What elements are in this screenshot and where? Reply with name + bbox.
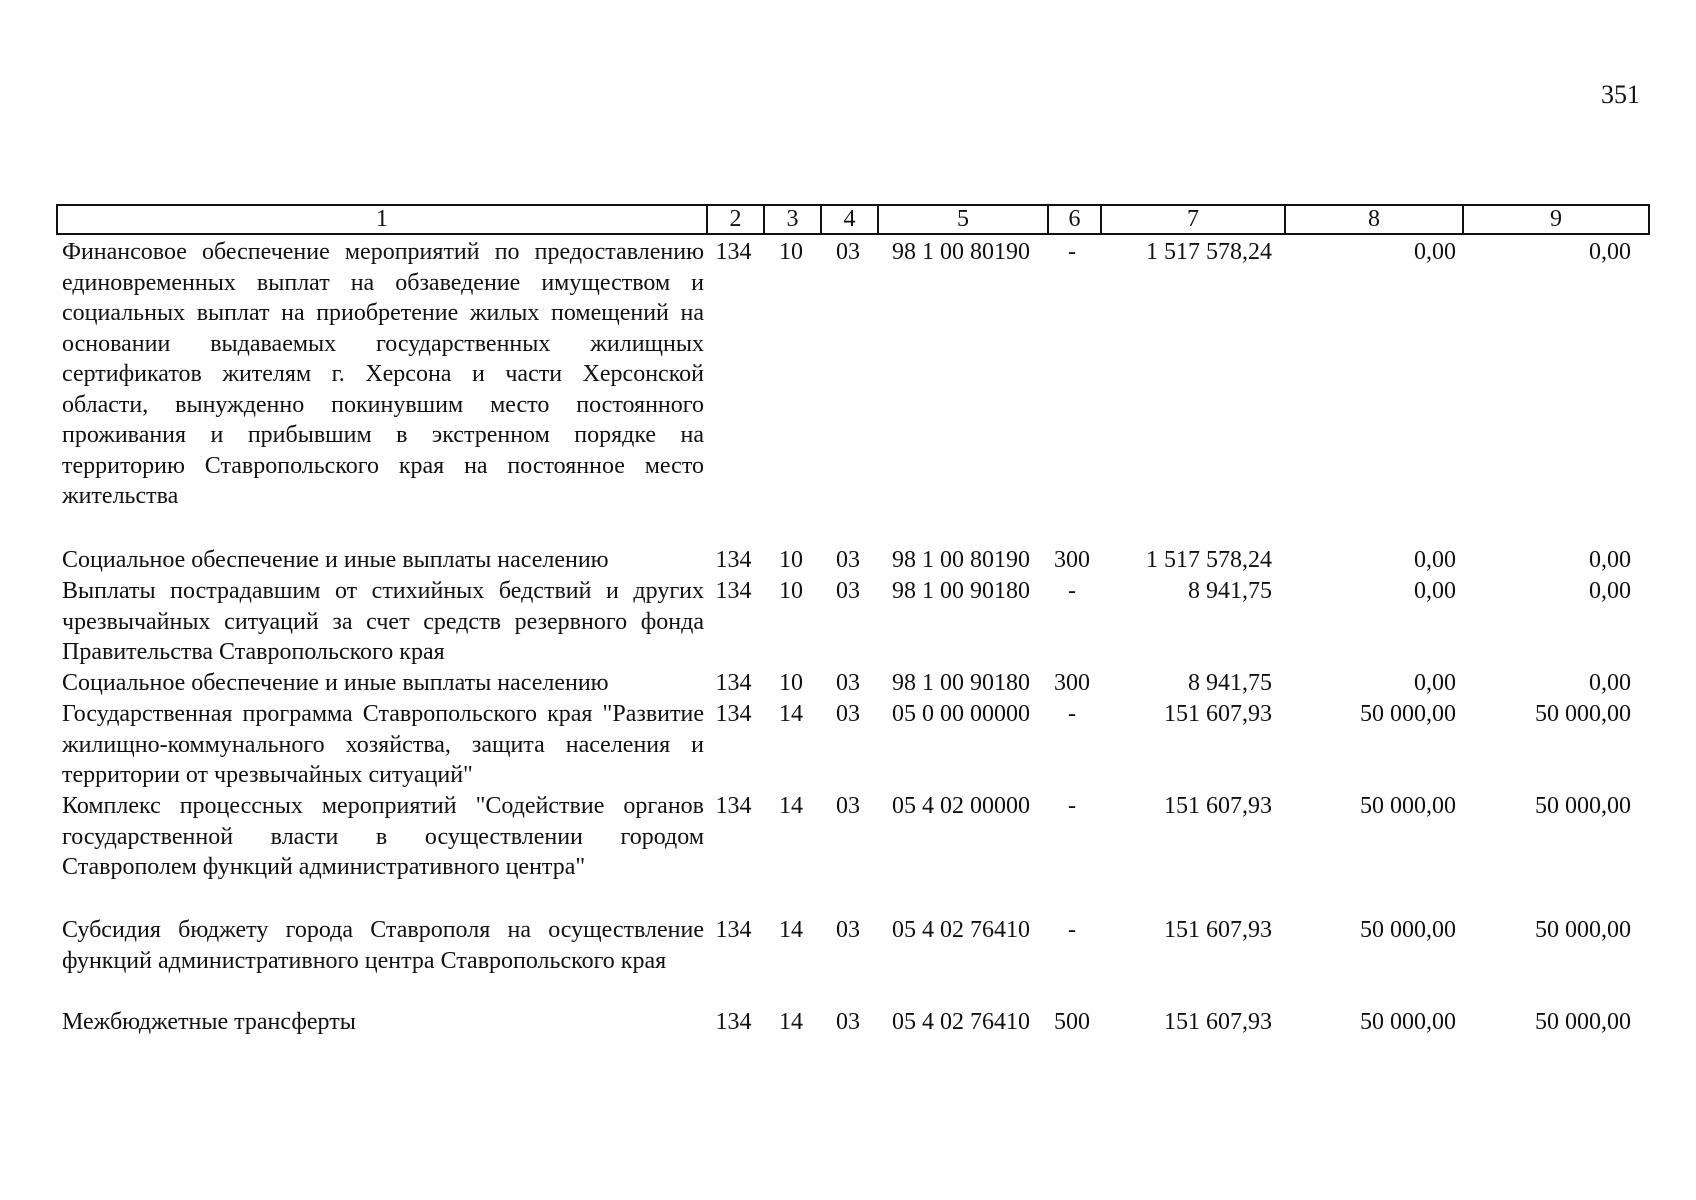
header-col-1: 1 xyxy=(376,206,388,232)
row-name: Комплекс процессных мероприятий "Содействие органов государственной власти в осуществлении городом Ставрополем функций административного центра" xyxy=(62,793,704,880)
row-name: Выплаты пострадавшим от стихийных бедствий и других чрезвычайных ситуаций за счет средств резервного фонда Правительства Ставропольского края xyxy=(62,578,704,665)
row-col-4: 03 xyxy=(836,239,860,265)
row-col-4: 03 xyxy=(836,793,860,819)
row-col-6: 500 xyxy=(1054,1009,1090,1035)
row-col-6: 300 xyxy=(1054,670,1090,696)
row-col-6: 300 xyxy=(1054,547,1090,573)
row-col-6: - xyxy=(1068,701,1076,727)
row-col-5: 05 4 02 76410 xyxy=(892,917,1030,943)
row-name-cell xyxy=(62,576,704,668)
row-col-6: - xyxy=(1068,793,1076,819)
row-col-8: 50 000,00 xyxy=(1360,1009,1456,1035)
row-col-2: 134 xyxy=(715,793,752,819)
row-col-9: 50 000,00 xyxy=(1535,917,1631,943)
row-col-5: 98 1 00 80190 xyxy=(892,547,1030,573)
row-col-6: - xyxy=(1068,239,1076,265)
row-name-cell xyxy=(62,791,704,883)
row-col-8: 0,00 xyxy=(1414,547,1456,573)
row-col-4: 03 xyxy=(836,1009,860,1035)
row-col-5: 98 1 00 80190 xyxy=(892,239,1030,265)
row-col-7: 8 941,75 xyxy=(1188,670,1272,696)
page-number: 351 xyxy=(1601,80,1640,109)
row-col-9: 50 000,00 xyxy=(1535,1009,1631,1035)
header-col-6: 6 xyxy=(1047,206,1100,233)
row-col-4: 03 xyxy=(836,701,860,727)
row-col-8: 0,00 xyxy=(1414,578,1456,604)
row-col-7: 1 517 578,24 xyxy=(1146,239,1272,265)
row-col-9: 50 000,00 xyxy=(1535,701,1631,727)
row-col-3: 10 xyxy=(779,670,803,696)
header-col-2: 2 xyxy=(706,206,763,233)
row-col-9: 0,00 xyxy=(1589,670,1631,696)
row-name-cell xyxy=(62,545,704,576)
row-col-2: 134 xyxy=(715,1009,752,1035)
row-col-9: 50 000,00 xyxy=(1535,793,1631,819)
row-col-6: - xyxy=(1068,578,1076,604)
row-name: Государственная программа Ставропольского края "Развитие жилищно-коммунального хозяйства, защита населения и территории от чрезвычайных ситуаций" xyxy=(62,701,704,788)
row-name: Финансовое обеспечение мероприятий по предоставлению единовременных выплат на обзаведение имуществом и социальных выплат на приобретение жилых помещений на основании выдаваемых государственных жилищных сертификатов жителям г. Херсона и части Херсонской области, вынужденно покинувшим место постоянного проживания и прибывшим в экстренном порядке на территорию Ставропольского края на постоянное место жительства xyxy=(62,239,704,509)
row-name-cell xyxy=(62,915,704,976)
row-col-9: 0,00 xyxy=(1589,547,1631,573)
row-col-4: 03 xyxy=(836,917,860,943)
row-col-8: 0,00 xyxy=(1414,670,1456,696)
row-name: Социальное обеспечение и иные выплаты населению xyxy=(62,670,609,696)
row-col-7: 151 607,93 xyxy=(1164,917,1272,943)
row-col-5: 05 4 02 76410 xyxy=(892,1009,1030,1035)
row-col-7: 8 941,75 xyxy=(1188,578,1272,604)
row-col-8: 50 000,00 xyxy=(1360,701,1456,727)
row-name-cell xyxy=(62,237,704,512)
row-col-2: 134 xyxy=(715,917,752,943)
row-name-cell xyxy=(62,668,704,699)
row-col-3: 14 xyxy=(779,793,803,819)
row-col-2: 134 xyxy=(715,670,752,696)
row-col-7: 151 607,93 xyxy=(1164,793,1272,819)
header-col-5: 5 xyxy=(877,206,1047,233)
row-col-3: 14 xyxy=(779,917,803,943)
row-name-cell xyxy=(62,699,704,791)
row-col-2: 134 xyxy=(715,547,752,573)
header-col-9: 9 xyxy=(1462,206,1648,233)
row-col-9: 0,00 xyxy=(1589,578,1631,604)
row-col-7: 1 517 578,24 xyxy=(1146,547,1272,573)
row-col-8: 0,00 xyxy=(1414,239,1456,265)
row-col-8: 50 000,00 xyxy=(1360,917,1456,943)
row-col-5: 05 4 02 00000 xyxy=(892,793,1030,819)
header-col-7: 7 xyxy=(1100,206,1284,233)
table-header xyxy=(56,204,1650,235)
row-col-4: 03 xyxy=(836,547,860,573)
row-col-9: 0,00 xyxy=(1589,239,1631,265)
row-col-3: 14 xyxy=(779,1009,803,1035)
row-col-2: 134 xyxy=(715,701,752,727)
row-col-7: 151 607,93 xyxy=(1164,701,1272,727)
row-col-3: 14 xyxy=(779,701,803,727)
row-col-4: 03 xyxy=(836,670,860,696)
row-col-5: 98 1 00 90180 xyxy=(892,578,1030,604)
row-name: Межбюджетные трансферты xyxy=(62,1009,356,1035)
row-col-4: 03 xyxy=(836,578,860,604)
row-name: Социальное обеспечение и иные выплаты населению xyxy=(62,547,609,573)
header-col-4: 4 xyxy=(820,206,877,233)
row-col-5: 05 0 00 00000 xyxy=(892,701,1030,727)
row-col-3: 10 xyxy=(779,578,803,604)
row-col-8: 50 000,00 xyxy=(1360,793,1456,819)
header-col-3: 3 xyxy=(763,206,820,233)
row-col-5: 98 1 00 90180 xyxy=(892,670,1030,696)
row-col-3: 10 xyxy=(779,547,803,573)
row-col-3: 10 xyxy=(779,239,803,265)
header-col-8: 8 xyxy=(1284,206,1462,233)
row-name-cell xyxy=(62,1007,704,1038)
row-name: Субсидия бюджету города Ставрополя на осуществление функций административного центра Ставропольского края xyxy=(62,917,704,974)
row-col-6: - xyxy=(1068,917,1076,943)
row-col-7: 151 607,93 xyxy=(1164,1009,1272,1035)
row-col-2: 134 xyxy=(715,578,752,604)
row-col-2: 134 xyxy=(715,239,752,265)
